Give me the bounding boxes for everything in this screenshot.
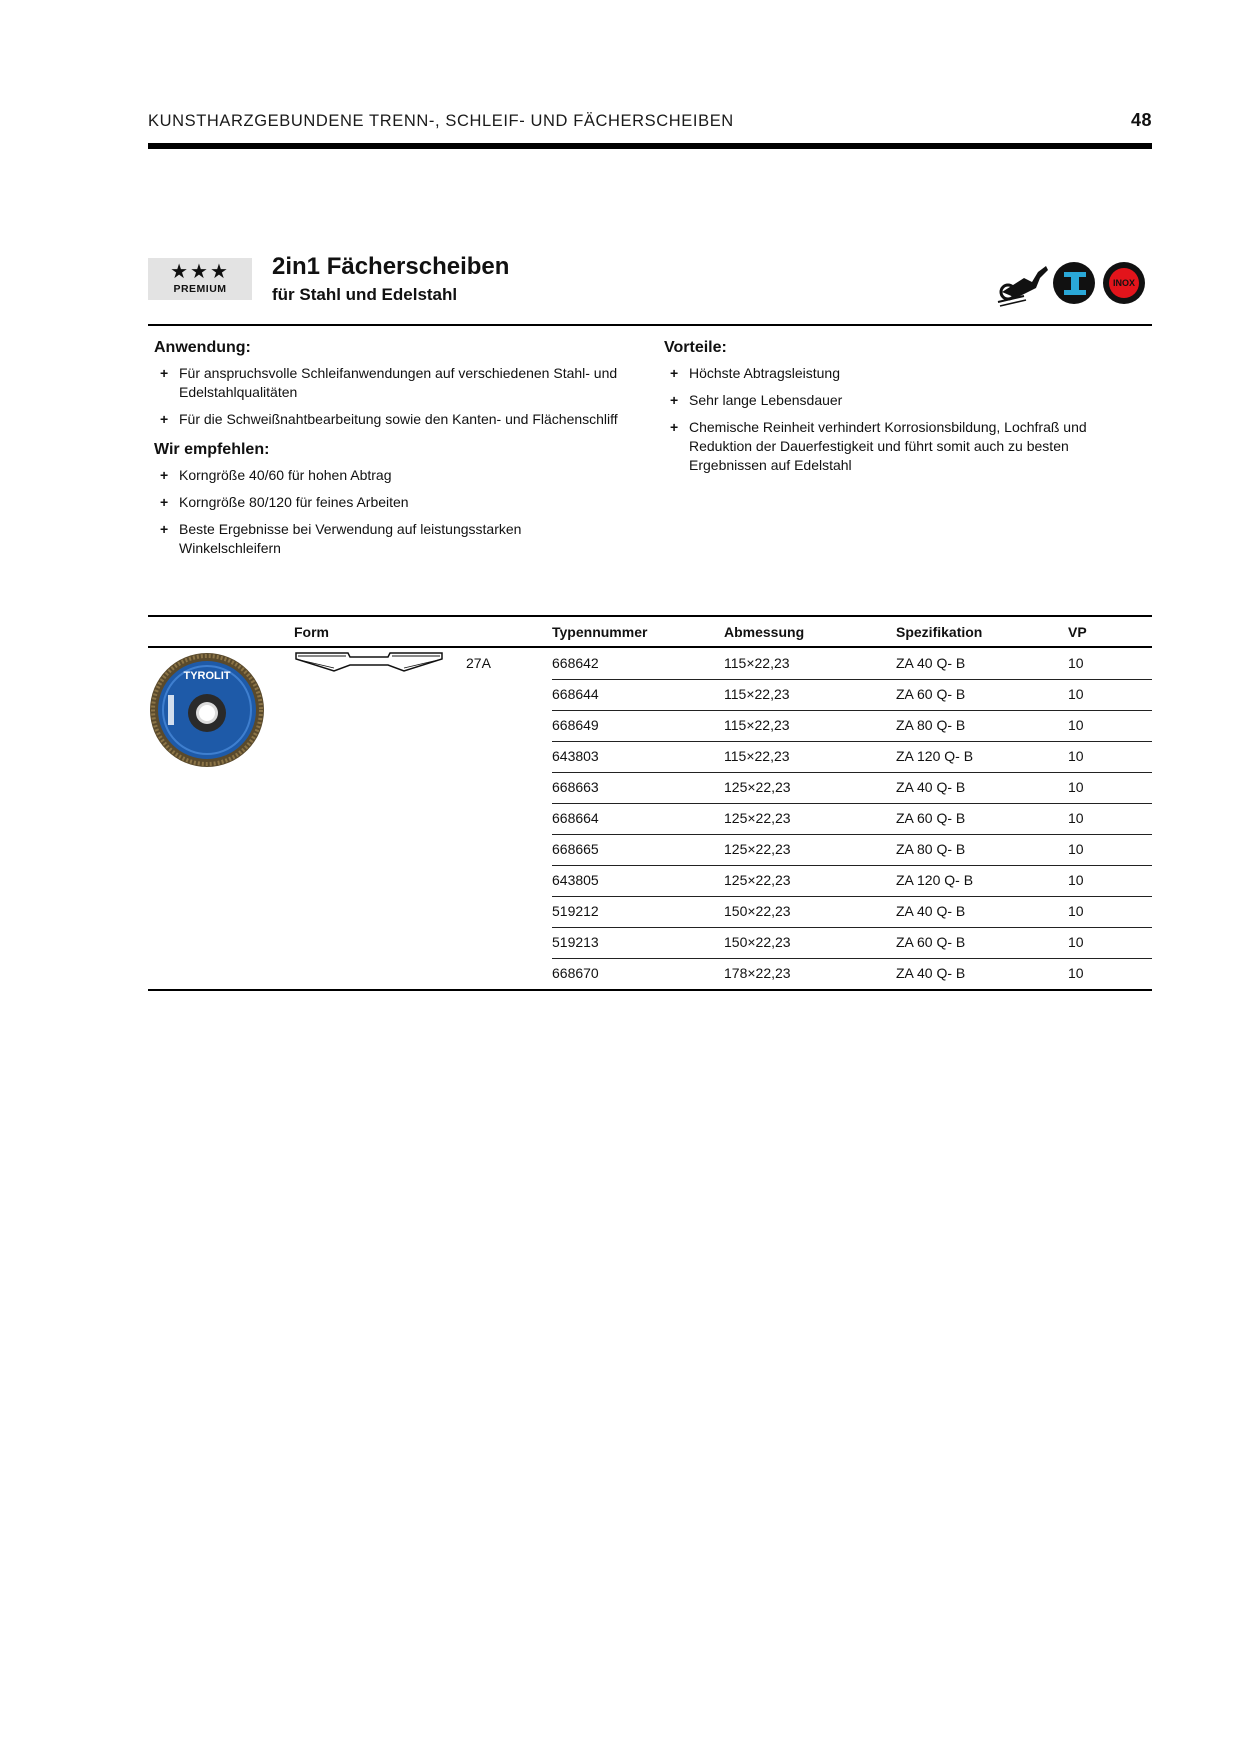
- angle-grinder-icon: [998, 266, 1048, 306]
- inox-icon: [1103, 262, 1145, 304]
- product-title: 2in1 Fächerscheiben: [272, 253, 510, 280]
- anwendung-list: [154, 364, 654, 429]
- cell-typennummer: 668665: [552, 841, 599, 857]
- steel-beam-icon: [1053, 262, 1095, 304]
- disc-brand-text: TYROLIT: [183, 670, 231, 682]
- cell-typennummer: 668664: [552, 810, 599, 826]
- cell-spezifikation: ZA 120 Q- B: [896, 872, 974, 888]
- cell-spezifikation: ZA 40 Q- B: [896, 779, 966, 795]
- list-item: + Korngröße 80/120 für feines Arbeiten: [160, 494, 409, 510]
- cell-abmessung: 125×22,23: [724, 810, 791, 826]
- cell-vp: 10: [1068, 717, 1084, 733]
- cell-spezifikation: ZA 80 Q- B: [896, 841, 966, 857]
- cell-spezifikation: ZA 120 Q- B: [896, 748, 974, 764]
- title-divider: [148, 324, 1152, 326]
- plus-bullet-icon: +: [160, 365, 169, 381]
- cell-abmessung: 150×22,23: [724, 934, 791, 950]
- cell-typennummer: 668663: [552, 779, 599, 795]
- column-header-form: Form: [294, 624, 329, 640]
- cell-vp: 10: [1068, 748, 1084, 764]
- cell-spezifikation: ZA 60 Q- B: [896, 810, 966, 826]
- empfehlen-heading: Wir empfehlen:: [154, 441, 270, 458]
- cell-typennummer: 643805: [552, 872, 599, 888]
- table-bottom-rule: [148, 989, 1152, 991]
- empfehlen-list: [154, 466, 654, 558]
- cell-vp: 10: [1068, 872, 1084, 888]
- cell-abmessung: 115×22,23: [724, 717, 790, 733]
- list-item: + Für die Schweißnahtbearbeitung sowie den Kanten- und Flächenschliff: [160, 411, 618, 427]
- plus-bullet-icon: +: [160, 467, 169, 483]
- cell-spezifikation: ZA 60 Q- B: [896, 686, 966, 702]
- plus-bullet-icon: +: [160, 521, 169, 537]
- cell-vp: 10: [1068, 655, 1084, 671]
- cell-abmessung: 125×22,23: [724, 841, 791, 857]
- rating-stars-icon: ★★★: [170, 261, 230, 283]
- list-item: + Chemische Reinheit verhindert Korrosionsbildung, Lochfraß und Reduktion der Dauerfestigkeit und führt somit auch zu besten Ergebnissen auf Edelstahl: [670, 419, 1087, 473]
- cell-spezifikation: ZA 40 Q- B: [896, 655, 966, 671]
- table-row: [0, 866, 1240, 897]
- table-row: [0, 804, 1240, 835]
- cell-typennummer: 643803: [552, 748, 599, 764]
- table-row: [0, 835, 1240, 866]
- cell-abmessung: 125×22,23: [724, 872, 791, 888]
- header-divider: [148, 143, 1152, 149]
- cell-abmessung: 150×22,23: [724, 903, 791, 919]
- cell-vp: 10: [1068, 903, 1084, 919]
- vorteile-list: [664, 364, 1124, 475]
- plus-bullet-icon: +: [160, 494, 169, 510]
- list-item: + Beste Ergebnisse bei Verwendung auf leistungsstarken Winkelschleifern: [160, 521, 522, 556]
- cell-typennummer: 668644: [552, 686, 599, 702]
- table-row: [0, 897, 1240, 928]
- cell-vp: 10: [1068, 934, 1084, 950]
- cell-vp: 10: [1068, 965, 1084, 981]
- column-header-spezifikation: Spezifikation: [896, 624, 983, 640]
- inox-label: INOX: [1112, 278, 1136, 288]
- cell-typennummer: 519213: [552, 934, 599, 950]
- cell-typennummer: 668670: [552, 965, 599, 981]
- table-row: [0, 928, 1240, 959]
- cell-typennummer: 668649: [552, 717, 599, 733]
- cell-abmessung: 125×22,23: [724, 779, 791, 795]
- plus-bullet-icon: +: [670, 419, 679, 435]
- table-row: [0, 959, 1240, 990]
- application-icons: [994, 252, 1154, 308]
- vorteile-heading: Vorteile:: [664, 339, 727, 356]
- table-row: [0, 773, 1240, 804]
- plus-bullet-icon: +: [670, 365, 679, 381]
- cell-vp: 10: [1068, 810, 1084, 826]
- table-header-rule: [148, 646, 1152, 648]
- column-header-abmessung: Abmessung: [724, 624, 805, 640]
- cell-abmessung: 115×22,23: [724, 655, 790, 671]
- cell-vp: 10: [1068, 841, 1084, 857]
- left-column: [154, 339, 654, 566]
- cell-abmessung: 115×22,23: [724, 686, 790, 702]
- cell-spezifikation: ZA 40 Q- B: [896, 903, 966, 919]
- premium-badge: [148, 258, 252, 300]
- page-number: 48: [1130, 110, 1152, 130]
- plus-bullet-icon: +: [670, 392, 679, 408]
- list-item: + Korngröße 40/60 für hohen Abtrag: [160, 467, 392, 483]
- table-row: [0, 711, 1240, 742]
- cell-vp: 10: [1068, 686, 1084, 702]
- table-top-rule: [148, 615, 1152, 617]
- plus-bullet-icon: +: [160, 411, 169, 427]
- table-row: [0, 680, 1240, 711]
- cell-typennummer: 519212: [552, 903, 599, 919]
- cell-typennummer: 668642: [552, 655, 599, 671]
- column-header-vp: VP: [1068, 624, 1087, 640]
- cell-abmessung: 178×22,23: [724, 965, 791, 981]
- anwendung-heading: Anwendung:: [154, 339, 251, 356]
- cell-spezifikation: ZA 80 Q- B: [896, 717, 966, 733]
- cell-vp: 10: [1068, 779, 1084, 795]
- cell-abmessung: 115×22,23: [724, 748, 790, 764]
- cell-spezifikation: ZA 60 Q- B: [896, 934, 966, 950]
- list-item: + Sehr lange Lebensdauer: [670, 392, 843, 408]
- section-header-title: KUNSTHARZGEBUNDENE TRENN-, SCHLEIF- UND FÄCHERSCHEIBEN: [148, 112, 734, 130]
- table-row: [0, 649, 1240, 680]
- list-item: + Höchste Abtragsleistung: [670, 365, 840, 381]
- column-header-typennummer: Typennummer: [552, 624, 648, 640]
- cell-spezifikation: ZA 40 Q- B: [896, 965, 966, 981]
- premium-label: PREMIUM: [173, 283, 227, 295]
- form-code: 27A: [466, 655, 491, 671]
- product-subtitle: für Stahl und Edelstahl: [272, 285, 458, 304]
- list-item: + Für anspruchsvolle Schleifanwendungen auf verschiedenen Stahl- und Edelstahlqualitäten: [160, 365, 618, 400]
- right-column: [664, 339, 1124, 483]
- table-row: [0, 742, 1240, 773]
